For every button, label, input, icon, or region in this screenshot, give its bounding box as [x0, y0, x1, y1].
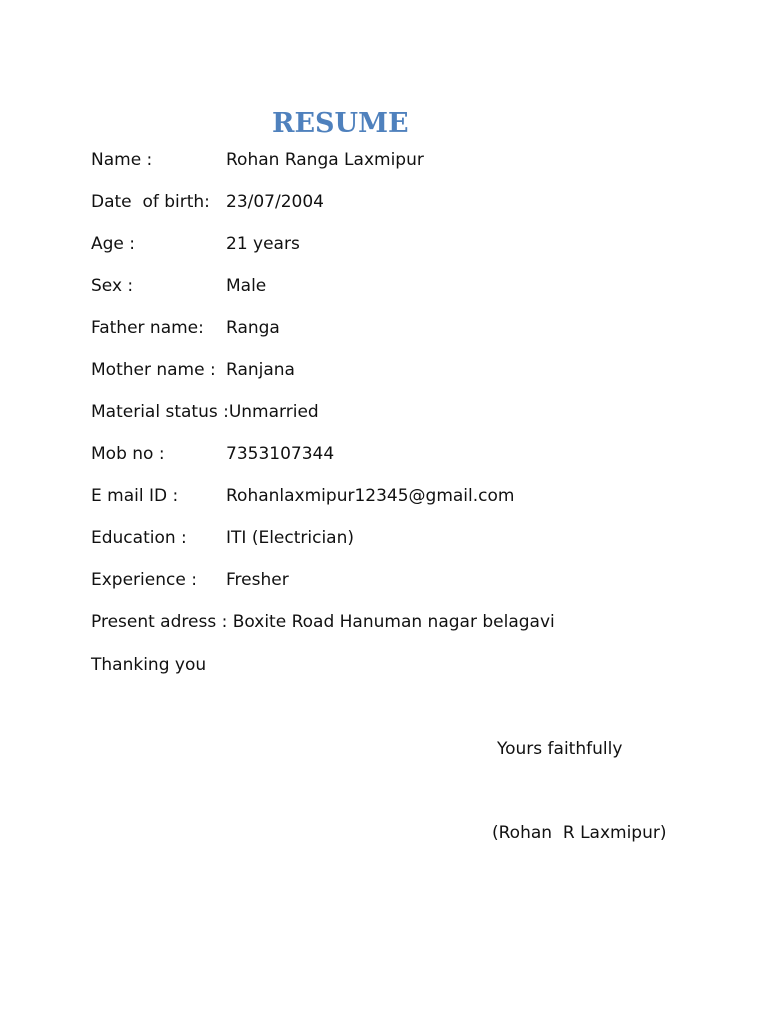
field-education [91, 525, 731, 551]
field-value: ITI (Electrician) [226, 528, 354, 548]
resume-title: RESUME [272, 108, 409, 139]
field-value: Boxite Road Hanuman nagar belagavi [232, 612, 555, 632]
field-value: Fresher [226, 570, 289, 590]
field-date-of-birth [91, 189, 731, 215]
field-age [91, 231, 731, 257]
field-label: Sex : [91, 276, 134, 296]
field-value: Male [226, 276, 267, 296]
field-value: Rohanlaxmipur12345@gmail.com [226, 486, 515, 506]
field-father-name [91, 315, 731, 341]
field-value: Unmarried [228, 402, 319, 422]
closing-text: Thanking you [91, 655, 207, 675]
field-name [91, 147, 731, 173]
field-sex [91, 273, 731, 299]
field-mobile-number [91, 441, 731, 467]
field-marital-status [91, 399, 731, 425]
field-label: Education : [91, 528, 187, 548]
field-label: Experience : [91, 570, 197, 590]
field-label: Present adress : [91, 612, 228, 632]
field-label: Material status : [91, 402, 229, 422]
field-label: Age : [91, 234, 136, 254]
field-value: 23/07/2004 [226, 192, 324, 212]
field-label: Mob no : [91, 444, 165, 464]
field-label: Name : [91, 150, 153, 170]
field-email [91, 483, 731, 509]
field-experience [91, 567, 731, 593]
field-label: E mail ID : [91, 486, 179, 506]
field-label: Date of birth: [91, 192, 210, 212]
field-present-address [91, 609, 731, 635]
signoff-text: Yours faithfully [497, 739, 623, 759]
field-label: Father name: [91, 318, 204, 338]
field-value: 7353107344 [226, 444, 335, 464]
field-value: Ranjana [226, 360, 295, 380]
field-value: Rohan Ranga Laxmipur [226, 150, 424, 170]
field-label: Mother name : [91, 360, 216, 380]
field-mother-name [91, 357, 731, 383]
field-value: Ranga [226, 318, 280, 338]
signature-name: (Rohan R Laxmipur) [492, 823, 667, 843]
field-value: 21 years [226, 234, 300, 254]
